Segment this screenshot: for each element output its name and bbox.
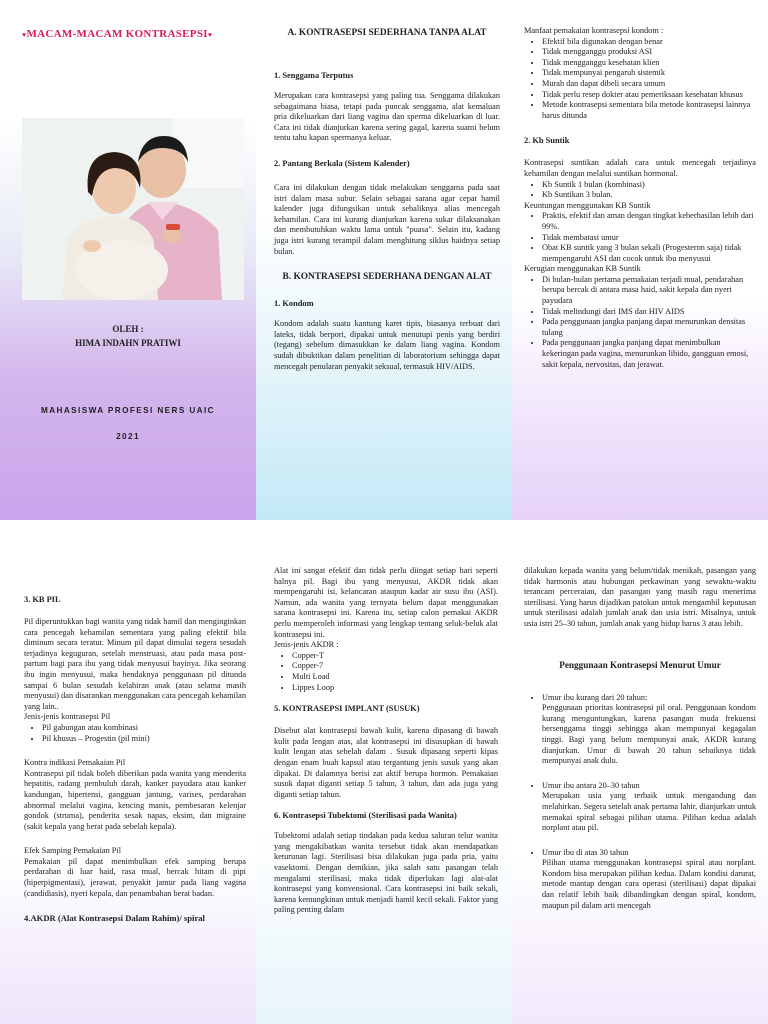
efek-text: Pemakaian pil dapat menimbulkan efek samping berupa perdarahan di luar haid, rasa mual, bercak hitam di pipi (hiperpigmentasi), jerawat, penyakit jamur pada liang vagina (candidiasis), nyeri kepala, dan penambahan berat badan.	[24, 856, 246, 898]
list-item: • Copper-T	[292, 651, 498, 662]
heart-ornament-icon: ♥	[207, 31, 213, 39]
umur-head: • Umur ibu antara 20–30 tahun	[542, 780, 640, 790]
list-item: • Pil gabungan atau kombinasi	[42, 723, 246, 734]
brochure-title	[22, 28, 242, 40]
list-item	[542, 781, 756, 834]
implant-title: 5. KONTRASEPSI IMPLANT (SUSUK)	[274, 704, 420, 714]
pantang-title: 2. Pantang Berkala (Sistem Kalender)	[274, 158, 410, 168]
list-item: • Metode kontrasepsi sementara bila metode kontrasepsi lainnya harus ditunda	[542, 100, 756, 121]
list-item: • Obat KB suntik yang 3 bulan sekali (Progesteron saja) tidak mempengaruhi ASI dan cocok untuk ibu menyusui	[542, 243, 756, 264]
list-item: • Tidak mempunyai pengaruh sistemik	[542, 68, 756, 79]
pil-title: 3. KB PIL	[24, 595, 61, 604]
kontra-title: Kontra indikasi Pemakaian Pil	[24, 758, 126, 768]
list-item: • Tidak perlu resep dokter atau pemeriksaan kesehatan khusus	[542, 90, 756, 101]
brochure-title-text: MACAM-MACAM KONTRASEPSI	[26, 28, 208, 40]
author-name: HIMA INDAHN PRATIWI	[75, 338, 181, 348]
list-item: • Efektif bila digunakan dengan benar	[542, 37, 756, 48]
list-item: • Tidak melindungi dari IMS dan HIV AIDS	[542, 307, 756, 318]
list-item: • Lippes Loop	[292, 683, 498, 694]
suntik-types-list	[524, 180, 756, 201]
list-item: • Pada penggunaan jangka panjang dapat menimbulkan kekeringan pada vagina, menurunkan libido, gangguan emosi, sakit kepala, nervositas, dan jerawat.	[542, 338, 756, 370]
panel5-content	[274, 566, 498, 916]
list-item: • Multi Load	[292, 672, 498, 683]
akdr-title: 4.AKDR (Alat Kontrasepsi Dalam Rahim)/ spiral	[24, 913, 205, 924]
tubektomi-text: Tubektomi adalah setiap tindakan pada kedua saluran telur wanita yang mengakibatkan wanita tersebut tidak akan mendapatkan keturunan lagi. Sterilisasi bisa dilakukan juga pada pria, yaitu vasektomi. Dengan demikian, jika salah satu pasangan telah mengalami sterilisasi, maka tidak diperlukan lagi alat-alat kontrasepsi yang konvensional. Cara kontrasepsi ini baik sekali, karena kemungkinan untuk menjadi hamil kecil sekali. Faktor yang paling penting dalam	[274, 831, 498, 915]
kerugian-list	[524, 275, 756, 370]
senggama-title: 1. Senggama Terputus	[274, 71, 354, 80]
umur-title: Penggunaan Kontrasepsi Menurut Umur	[559, 659, 721, 670]
akdr-text: Alat ini sangat efektif dan tidak perlu diingat setiap hari seperti halnya pil. Bagi ibu yang menyusui, AKDR tidak akan mempengaruhi isi, kelancaran ataupun kadar air susu ibu (ASI). Namun, ada wanita yang ternyata belum dapat menggunakan sarana kontrasepsi ini. Karena itu, setiap calon pemakai AKDR perlu memperoleh informasi yang lengkap tentang seluk-beluk alat kontrasepsi ini.	[274, 566, 498, 639]
year-label: 2021	[116, 432, 140, 441]
akdr-jenis-list	[274, 651, 498, 693]
panel2-content	[274, 27, 500, 372]
keuntungan-title: Keuntungan menggunakan KB Suntik	[524, 200, 651, 210]
list-item	[542, 693, 756, 767]
panel3-content	[524, 26, 756, 370]
kondom-text: Kondom adalah suatu kantung karet tipis, biasanya terbuat dari lateks, tidak berpori, dipakai untuk menutupi penis yang berdiri (tegang) sebelum dimasukkan ke dalam liang vagina. Kondom sudah dibuktikan dalam penelitian di laboratorium sehingga dapat mencegah penularan penyakit seksual, termasuk HIV/AIDS.	[274, 319, 500, 371]
panel-simple-methods	[256, 0, 512, 540]
umur-head: • Umur ibu kurang dari 20 tahun:	[542, 692, 648, 702]
umur-list	[524, 693, 756, 912]
list-item: • Pil khusus – Progestin (pil mini)	[42, 734, 246, 745]
panel-pill	[0, 540, 256, 1024]
jenis-pil-title: Jenis-jenis kontrasepsi Pil	[24, 712, 111, 722]
institution-name: MAHASISWA PROFESI NERS UAIC	[41, 406, 215, 415]
list-item: • Kb Suntik 1 bulan (kombinasi)	[542, 180, 756, 191]
akdr-jenis-title: Jenis-jenis AKDR :	[274, 640, 339, 650]
suntik-text: Kontrasepsi suntikan adalah cara untuk mencegah terjadinya kehamilan dengan melalui suntikan hormonal.	[524, 158, 756, 178]
list-item: • Tidak membatasi umur	[542, 233, 756, 244]
umur-head: • Umur ibu di atas 30 tahun	[542, 847, 629, 857]
list-item: • Copper-7	[292, 661, 498, 672]
pantang-text: Cara ini dilakukan dengan tidak melakukan senggama pada saat istri dalam masa subur. Selain sebagai sarana agar cepat hamil kalender juga difungsikan untuk sebaliknya alias mencegah kehamilan. Cara ini kurang dianjurkan karena sukar dilaksanakan dan membutuhkan waktu lama untuk "puasa". Selain itu, kadang juga istri kurang terampil dalam menghitung siklus haidnya setiap bulan.	[274, 182, 500, 256]
heading-a: A. KONTRASEPSI SEDERHANA TANPA ALAT	[287, 28, 487, 38]
jenis-pil-list	[24, 723, 246, 744]
kerugian-title: Kerugian menggunakan KB Suntik	[524, 264, 641, 274]
list-item	[542, 848, 756, 912]
list-item: • Pada penggunaan jangka panjang dapat menurunkan densitas tulang	[542, 317, 756, 338]
list-item: • Kb Suntikan 3 bulan.	[542, 190, 756, 201]
implant-text: Disebut alat kontrasepsi bawah kulit, karena dipasang di bawah kulit pada lengan atas, alat kontrasepsi ini disusupkan di bawah kulit lengan atas sebelah dalam . Susuk dipasang seperti kipas dengan enam buah kapsul atau tergantung jenis susuk yang akan dipakai. Di dalamnya berisi zat aktif berupa hormon. Pemakaian susuk dapat diganti setiap 5 tahun, 3 tahun, dan ada juga yang diganti setiap tahun.	[274, 726, 498, 799]
panel-condom-benefits-injection	[512, 0, 768, 540]
umur-text: Merupakan usia yang terbaik untuk mengandung dan melahirkan. Segera setelah anak pertama lahir, dianjurkan untuk memakai spiral sebagai pilihan utama. Pilihan kedua adalah norplant atau pil.	[542, 791, 756, 833]
pil-text: Pil diperuntukkan bagi wanita yang tidak hamil dan menginginkan cara pencegah kehamilan sementara yang paling efektif bila diminum secara teratur. Minum pil dapat dimulai segera sesudah terjadinya keguguran, setelah menstruasi, atau pada masa post-partum bagi para ibu yang tidak menyusui bayinya. Jika seorang ibu ingin menyusui, maka hendaknya penggunaan pil ditunda sampai 6 bulan sesudah kelahiran anak (atau selama masih menyusui) dan disarankan menggunakan cara pencegah kehamilan yang lain..	[24, 617, 246, 711]
efek-title: Efek Samping Pemakaian Pil	[24, 846, 122, 856]
panel4-content	[24, 594, 246, 924]
senggama-text: Merupakan cara kontrasepsi yang paling tua. Senggama dilakukan sebagaimana biasa, tetapi pada puncak senggama, alat kemaluan pria dikeluarkan dari liang vagina dan sperma dikeluarkan di luar. Cara ini tidak dianjurkan karena sering gagal, karena suami belum tentu tahu kapan spermanya keluar.	[274, 91, 500, 143]
heart-ornament-icon: ♥	[22, 31, 27, 39]
sterilisasi-continued-text: dilakukan kepada wanita yang belum/tidak menikah, pasangan yang tidak harmonis atau hubungan perkawinan yang sewaktu-waktu terancam perceraian, dan pasangan yang masih ragu menerima sterilisasi. Yang harus dijadikan patokan untuk mengambil keputusan untuk sterilisasi adalah jumlah anak dan usia istri. Misalnya, untuk usia istri 25–30 tahun, jumlah anak yang hidup harus 3 atau lebih.	[524, 566, 756, 628]
keuntungan-list	[524, 211, 756, 264]
list-item: • Tidak mengganggu produksi ASI	[542, 47, 756, 58]
pregnant-couple-illustration	[22, 118, 244, 300]
umur-text: Pilihan utama menggunakan kontrasepsi spiral atau norplant. Kondom bisa merupakan pilihan kedua. Dalam kondisi darurat, metode mantap dengan cara operasi (sterilisasi) dapat dipakai dan relatif lebih baik dibandingkan dengan spiral, kondom, maupun pil dalam arti mencegah	[542, 858, 756, 910]
manfaat-title: Manfaat pemakaian kontrasepsi kondom :	[524, 26, 664, 35]
author-block	[0, 322, 256, 350]
institution-block	[0, 398, 256, 450]
list-item: • Praktis, efektif dan aman dengan tingkat keberhasilan lebih dari 99%.	[542, 211, 756, 232]
by-label: OLEH :	[112, 324, 144, 334]
panel6-content	[524, 566, 756, 911]
list-item: • Di bulan-bulan pertama pemakaian terjadi mual, pendarahan berupa bercak di antara masa haid, sakit kepala dan nyeri payudara	[542, 275, 756, 307]
suntik-title: 2. Kb Suntik	[524, 136, 570, 146]
panel-by-age	[512, 540, 768, 1024]
manfaat-list	[524, 37, 756, 122]
panel-iud-implant	[256, 540, 512, 1024]
cover-panel	[0, 0, 256, 540]
couple-photo	[22, 118, 244, 300]
kontra-text: Kontrasepsi pil tidak boleh diberikan pada wanita yang menderita hepatitis, radang pembuluh darah, kanker payudara atau kanker kandungan, hipertensi, gangguan jantung, varises, perdarahan abnormal melalui vagina, kencing manis, pembesaran kelenjar gondok (struma), penderita sesak napas, eksim, dan migraine (sakit kepala yang berat pada sebelah kepala).	[24, 768, 246, 831]
list-item: • Tidak mengganggu kesehatan klien	[542, 58, 756, 69]
list-item: • Murah dan dapat dibeli secara umum	[542, 79, 756, 90]
tubektomi-title: 6. Kontrasepsi Tubektomi (Sterilisasi pada Wanita)	[274, 811, 457, 821]
umur-text: Penggunaan prioritas kontrasepsi pil oral. Penggunaan kondom kurang menguntungkan, karena pasangan muda frekuensi bersenggama tinggi sehingga akan mempunyai kegagalan tinggi. Bagi yang belum mempunyai anak, AKDR kurang dianjurkan. Umur di bawah 20 tahun sebaiknya tidak mempunyai anak dulu.	[542, 703, 756, 766]
kondom-title: 1. Kondom	[274, 299, 314, 309]
heading-b: B. KONTRASEPSI SEDERHANA DENGAN ALAT	[282, 272, 492, 283]
